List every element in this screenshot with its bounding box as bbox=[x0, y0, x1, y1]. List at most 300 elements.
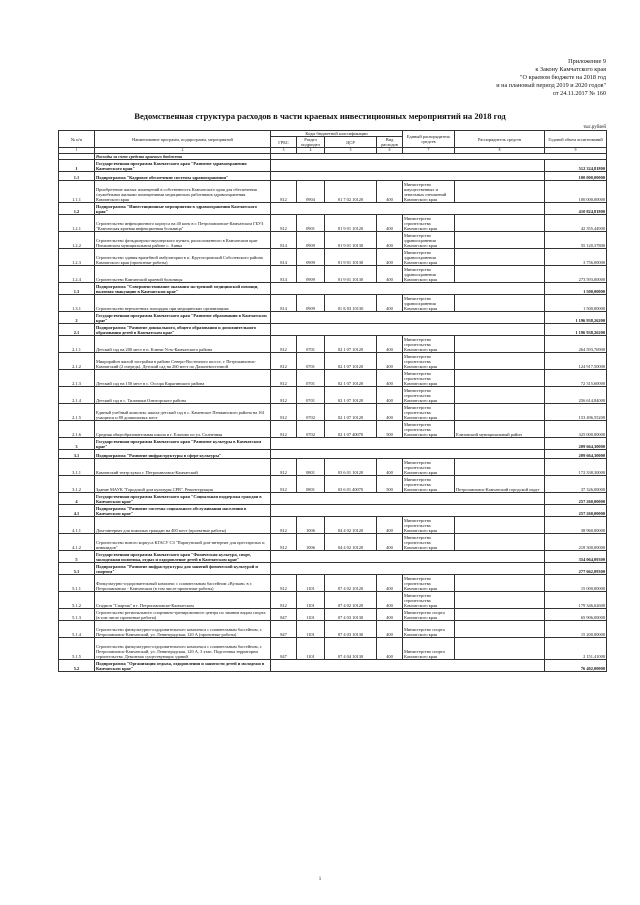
item-name: Здание МАУК "Городской дом культуры СРВ". Реконструкция bbox=[95, 476, 271, 493]
grbs-code: 812 bbox=[271, 370, 297, 387]
row-number: 4.1 bbox=[59, 505, 95, 517]
item-name: Строительство Камчатской краевой больницы bbox=[95, 266, 271, 283]
header-razdel: Раздел подраздел bbox=[297, 137, 325, 148]
section-code: 0701 bbox=[297, 353, 325, 370]
item-name: Детский сад на 200 мест в п. Ключи Усть-Камчатского района bbox=[95, 336, 271, 353]
grbs-code: 847 bbox=[271, 621, 297, 638]
section-code: 0702 bbox=[297, 421, 325, 438]
main-manager: Министерство строительства Камчатского края bbox=[403, 336, 455, 353]
grbs-code: 847 bbox=[271, 609, 297, 621]
row-number: 1.2.2 bbox=[59, 232, 95, 249]
grbs-code: 812 bbox=[271, 336, 297, 353]
item-name: Детский сад в с. Тиличики Олюторского района bbox=[95, 387, 271, 404]
program-row bbox=[59, 493, 607, 505]
row-number: 2.1.1 bbox=[59, 336, 95, 353]
main-manager: Министерство здравоохранения Камчатского края bbox=[403, 249, 455, 266]
row-sum: 100 000,00000 bbox=[545, 172, 607, 181]
grbs-code: 814 bbox=[271, 232, 297, 249]
program-name: Государственная программа Камчатского края "Развитие культуры в Камчатском крае" bbox=[95, 438, 271, 450]
grbs-code: 812 bbox=[271, 534, 297, 551]
grbs-code: 812 bbox=[271, 459, 297, 476]
item-name: Строительство физкультурно-оздоровительного комплекса с плавательным бассейном, г. Петропавловск-Камчатский, ул. Ленинградская, 120 А (проектные работы) bbox=[95, 621, 271, 638]
row-sum: 325 000,00000 bbox=[545, 421, 607, 438]
appendix-line: от 24.11.2017 № 160 bbox=[552, 90, 606, 97]
funds-manager bbox=[455, 336, 545, 353]
section-code: 1101 bbox=[297, 592, 325, 609]
row-number: 5.1.2 bbox=[59, 592, 95, 609]
empty-cell bbox=[271, 438, 545, 450]
row-sum: 42 355,44900 bbox=[545, 215, 607, 232]
row-number: 3 bbox=[59, 438, 95, 450]
item-name: Физкультурно-оздоровительный комплекс с плавательным бассейном «Вулкан» в г. Петропавловске - Камчатском (в том числе проектные работы) bbox=[95, 575, 271, 592]
funds-manager bbox=[455, 517, 545, 534]
appendix-line: "О краевом бюджете на 2018 год bbox=[520, 74, 606, 81]
empty-cell bbox=[271, 283, 545, 295]
csr-code: 03 6 01 10120 bbox=[325, 459, 377, 476]
expense-type-code: 400 bbox=[377, 232, 403, 249]
expense-type-code: 400 bbox=[377, 638, 403, 660]
grbs-code: 812 bbox=[271, 517, 297, 534]
table-row bbox=[59, 404, 607, 421]
column-index: 5 bbox=[325, 148, 377, 154]
expense-type-code: 400 bbox=[377, 621, 403, 638]
section-code: 1006 bbox=[297, 517, 325, 534]
header-name: Наименование программ, подпрограмм, мероприятий bbox=[95, 131, 271, 148]
section-code: 0909 bbox=[297, 266, 325, 283]
grbs-code: 812 bbox=[271, 404, 297, 421]
table-row bbox=[59, 266, 607, 283]
program-name: Подпрограмма "Развитие инфраструктуры в сфере культуры" bbox=[95, 450, 271, 459]
row-sum: 218 300,00000 bbox=[545, 534, 607, 551]
expense-type-code: 400 bbox=[377, 387, 403, 404]
csr-code: 07 4 03 10130 bbox=[325, 609, 377, 621]
expense-type-code: 400 bbox=[377, 336, 403, 353]
table-row bbox=[59, 517, 607, 534]
row-sum: 124 917,50000 bbox=[545, 353, 607, 370]
csr-code: 03 6 01 40070 bbox=[325, 476, 377, 493]
column-index: 2 bbox=[95, 148, 271, 154]
program-name: Подпрограмма "Инвестиционные мероприятия в здравоохранении Камчатского края" bbox=[95, 203, 271, 215]
funds-manager: Петропавловск-Камчатский городской округ bbox=[455, 476, 545, 493]
section-title: Расходы за счет средств краевого бюджета bbox=[95, 154, 271, 160]
empty-cell bbox=[271, 505, 545, 517]
expense-type-code: 500 bbox=[377, 476, 403, 493]
csr-code: 02 1 07 40070 bbox=[325, 421, 377, 438]
main-manager: Министерство строительства Камчатского края bbox=[403, 517, 455, 534]
row-sum: 209 664,30000 bbox=[545, 438, 607, 450]
section-code: 0701 bbox=[297, 370, 325, 387]
header-raspor: Распорядитель средств bbox=[455, 131, 545, 148]
row-sum: 512 324,81800 bbox=[545, 160, 607, 172]
column-index: 6 bbox=[377, 148, 403, 154]
section-code: 1101 bbox=[297, 638, 325, 660]
main-manager: Министерство здравоохранения Камчатского края bbox=[403, 232, 455, 249]
row-sum: 1 500,00000 bbox=[545, 283, 607, 295]
appendix-block bbox=[346, 58, 606, 98]
table-row bbox=[59, 476, 607, 493]
table-row bbox=[59, 295, 607, 312]
header-edin: Единый распорядитель средств bbox=[403, 131, 455, 148]
main-manager: Министерство строительства Камчатского края bbox=[403, 215, 455, 232]
expense-type-code: 400 bbox=[377, 353, 403, 370]
main-manager: Министерство строительства Камчатского края bbox=[403, 387, 455, 404]
row-number: 1.2.4 bbox=[59, 266, 95, 283]
expenditure-table bbox=[58, 130, 607, 672]
expense-type-code: 400 bbox=[377, 295, 403, 312]
empty-cell bbox=[271, 493, 545, 505]
funds-manager bbox=[455, 534, 545, 551]
item-name: Средняя общеобразовательная школа в г. Елизово по ул. Солнечная bbox=[95, 421, 271, 438]
grbs-code: 812 bbox=[271, 592, 297, 609]
main-manager: Министерство строительства Камчатского края bbox=[403, 592, 455, 609]
header-codes: Коды бюджетной классификации bbox=[271, 131, 403, 137]
main-manager: Министерство строительства Камчатского края bbox=[403, 534, 455, 551]
row-number: 1.1.1 bbox=[59, 181, 95, 203]
section-code: 0702 bbox=[297, 404, 325, 421]
row-number: 1.2.1 bbox=[59, 215, 95, 232]
empty-cell bbox=[271, 563, 545, 575]
item-name: Единый учебный комплекс школа-детский сад в с. Каменское Пенжинского района на 161 учащихся и 80 дошкольных мест bbox=[95, 404, 271, 421]
table-row bbox=[59, 181, 607, 203]
appendix-line: Приложение 9 bbox=[568, 58, 606, 65]
table-row bbox=[59, 534, 607, 551]
item-name: Дом-интернат для пожилых граждан на 400 мест (проектные работы) bbox=[95, 517, 271, 534]
table-row bbox=[59, 387, 607, 404]
program-row bbox=[59, 312, 607, 324]
main-manager: Министерство имущественных и земельных отношений Камчатского края bbox=[403, 181, 455, 203]
item-name: Строительство нового корпуса КГАСУ СЗ "Паратунский дом-интернат для престарелых и инвалидов" bbox=[95, 534, 271, 551]
row-number: 1.2.3 bbox=[59, 249, 95, 266]
program-row bbox=[59, 283, 607, 295]
table-row bbox=[59, 459, 607, 476]
column-index: 3 bbox=[271, 148, 297, 154]
program-name: Подпрограмма "Развитие системы социального обслуживания населения в Камчатском крае" bbox=[95, 505, 271, 517]
funds-manager bbox=[455, 215, 545, 232]
program-name: Государственная программа Камчатского края "Социальная поддержка граждан в Камчатском крае" bbox=[95, 493, 271, 505]
empty-cell bbox=[271, 450, 545, 459]
row-number: 1.3 bbox=[59, 283, 95, 295]
row-sum: 264 593,76900 bbox=[545, 336, 607, 353]
row-sum: 256 614,84000 bbox=[545, 387, 607, 404]
funds-manager bbox=[455, 592, 545, 609]
empty-cell bbox=[271, 160, 545, 172]
row-number: 1.3.1 bbox=[59, 295, 95, 312]
funds-manager bbox=[455, 181, 545, 203]
program-row bbox=[59, 505, 607, 517]
row-number: 2.1.3 bbox=[59, 370, 95, 387]
header-grbs: ГРБС bbox=[271, 137, 297, 148]
csr-code: 02 1 07 10120 bbox=[325, 370, 377, 387]
expense-type-code: 400 bbox=[377, 517, 403, 534]
table-row bbox=[59, 336, 607, 353]
funds-manager bbox=[455, 249, 545, 266]
header-csr: ЦСР bbox=[325, 137, 377, 148]
row-number: 3.1 bbox=[59, 450, 95, 459]
program-name: Подпрограмма "Организация отдыха, оздоровления и занятости детей и молодежи в Камчатском крае" bbox=[95, 660, 271, 672]
csr-code: 01 9 01 10130 bbox=[325, 249, 377, 266]
section-code: 1101 bbox=[297, 621, 325, 638]
csr-code: 02 1 07 10120 bbox=[325, 353, 377, 370]
section-code: 0909 bbox=[297, 295, 325, 312]
row-sum: 410 824,81800 bbox=[545, 203, 607, 215]
section-code: 0901 bbox=[297, 215, 325, 232]
expense-type-code: 400 bbox=[377, 609, 403, 621]
section-code: 0909 bbox=[297, 232, 325, 249]
empty-cell bbox=[271, 660, 545, 672]
grbs-code: 812 bbox=[271, 387, 297, 404]
row-sum: 65 906,00000 bbox=[545, 609, 607, 621]
appendix-line: к Закону Камчатского края bbox=[535, 66, 606, 73]
table-row bbox=[59, 370, 607, 387]
grbs-code: 847 bbox=[271, 638, 297, 660]
table-row bbox=[59, 638, 607, 660]
main-manager: Министерство здравоохранения Камчатского края bbox=[403, 266, 455, 283]
funds-manager bbox=[455, 638, 545, 660]
section-code: 1101 bbox=[297, 609, 325, 621]
program-name: Государственная программа Камчатского края "Развитие образования в Камчатском крае" bbox=[95, 312, 271, 324]
column-index: 1 bbox=[59, 148, 95, 154]
section-code: 0801 bbox=[297, 459, 325, 476]
main-manager: Министерство спорта Камчатского края bbox=[403, 621, 455, 638]
expense-type-code: 400 bbox=[377, 181, 403, 203]
main-manager: Министерство строительства Камчатского края bbox=[403, 476, 455, 493]
row-number: 1.1 bbox=[59, 172, 95, 181]
csr-code: 01 Б 03 10130 bbox=[325, 295, 377, 312]
program-row bbox=[59, 203, 607, 215]
csr-code: 04 4 02 10120 bbox=[325, 534, 377, 551]
header-num: № п/п bbox=[59, 131, 95, 148]
header-vr: Вид расходов bbox=[377, 137, 403, 148]
main-manager: Министерство спорта Камчатского края bbox=[403, 609, 455, 621]
appendix-line: и на плановый период 2019 и 2020 годов" bbox=[496, 82, 606, 89]
item-name: Строительство вертолетных площадок при медицинских организациях bbox=[95, 295, 271, 312]
row-sum: 3 756,00000 bbox=[545, 249, 607, 266]
empty-cell bbox=[271, 203, 545, 215]
grbs-code: 812 bbox=[271, 476, 297, 493]
program-row bbox=[59, 160, 607, 172]
expense-type-code: 400 bbox=[377, 575, 403, 592]
program-row bbox=[59, 563, 607, 575]
table-body bbox=[59, 154, 607, 672]
table-row bbox=[59, 353, 607, 370]
csr-code: 01 9 01 10130 bbox=[325, 266, 377, 283]
row-sum: 1 500,00000 bbox=[545, 295, 607, 312]
item-name: Приобретение жилых помещений в собственность Камчатского края для обеспечения служебными жилыми помещениями медицинских работников здравоохранения Камчатского края bbox=[95, 181, 271, 203]
column-index: 4 bbox=[297, 148, 325, 154]
row-number: 5.1.3 bbox=[59, 609, 95, 621]
row-number: 2 bbox=[59, 312, 95, 324]
csr-code: 02 1 07 10120 bbox=[325, 404, 377, 421]
row-number: 2.1.2 bbox=[59, 353, 95, 370]
row-sum: 55 120,37800 bbox=[545, 232, 607, 249]
table-row bbox=[59, 592, 607, 609]
section-code: 1101 bbox=[297, 575, 325, 592]
row-sum: 2 151,41000 bbox=[545, 638, 607, 660]
row-sum: 15 200,00000 bbox=[545, 621, 607, 638]
row-number: 2.1 bbox=[59, 324, 95, 336]
page-number: 1 bbox=[318, 877, 322, 882]
program-row bbox=[59, 450, 607, 459]
csr-code: 02 1 07 10120 bbox=[325, 336, 377, 353]
section-code: 1006 bbox=[297, 534, 325, 551]
main-manager: Министерство здравоохранения Камчатского края bbox=[403, 295, 455, 312]
row-sum: 37 326,00000 bbox=[545, 476, 607, 493]
expense-type-code: 400 bbox=[377, 266, 403, 283]
row-sum: 38 960,00000 bbox=[545, 517, 607, 534]
expense-type-code: 400 bbox=[377, 534, 403, 551]
main-manager: Министерство строительства Камчатского края bbox=[403, 575, 455, 592]
table-row bbox=[59, 621, 607, 638]
section-code: 0701 bbox=[297, 336, 325, 353]
program-row bbox=[59, 551, 607, 563]
row-number: 4.1.1 bbox=[59, 517, 95, 534]
row-sum: 257 260,00000 bbox=[545, 493, 607, 505]
grbs-code: 814 bbox=[271, 295, 297, 312]
row-sum: 179 346,62600 bbox=[545, 592, 607, 609]
row-sum: 257 260,00000 bbox=[545, 505, 607, 517]
empty-cell bbox=[271, 324, 545, 336]
csr-code: 02 1 07 10120 bbox=[325, 387, 377, 404]
program-name: Подпрограмма "Кадровое обеспечение системы здравоохранения" bbox=[95, 172, 271, 181]
program-row bbox=[59, 172, 607, 181]
item-name: Детский сад на 150 мест в с. Оссора Карагинского района bbox=[95, 370, 271, 387]
header-sum: Годовой объем ассигнований bbox=[545, 131, 607, 148]
program-name: Подпрограмма "Развитие дошкольного, общего образования и дополнительного образования детей в Камчатском крае" bbox=[95, 324, 271, 336]
item-name: Строительство фельдшерско-акушерского пункта, расположенного в Камчатском крае Пенжинском муниципальном районе с. Аянка bbox=[95, 232, 271, 249]
main-manager: Министерство строительства Камчатского края bbox=[403, 421, 455, 438]
csr-code: 01 9 01 10130 bbox=[325, 232, 377, 249]
csr-code: 07 4 04 10130 bbox=[325, 638, 377, 660]
funds-manager bbox=[455, 621, 545, 638]
table-row bbox=[59, 232, 607, 249]
row-number: 3.1.2 bbox=[59, 476, 95, 493]
expense-type-code: 500 bbox=[377, 421, 403, 438]
row-number: 5.2 bbox=[59, 660, 95, 672]
row-sum: 100 000,00000 bbox=[545, 181, 607, 203]
row-number: 2.1.5 bbox=[59, 404, 95, 421]
main-manager: Министерство спорта Камчатского края bbox=[403, 638, 455, 660]
item-name: Стадион "Спартак" в г. Петропавловске-Камчатском bbox=[95, 592, 271, 609]
funds-manager bbox=[455, 295, 545, 312]
program-name: Подпрограмма "Совершенствование оказания экстренной медицинской помощи, включая эвакуацию в Камчатском крае" bbox=[95, 283, 271, 295]
row-number: 2.1.6 bbox=[59, 421, 95, 438]
row-number: 5 bbox=[59, 551, 95, 563]
row-number: 5.1 bbox=[59, 563, 95, 575]
funds-manager bbox=[455, 609, 545, 621]
grbs-code: 812 bbox=[271, 421, 297, 438]
row-number: 4.1.2 bbox=[59, 534, 95, 551]
table-row bbox=[59, 215, 607, 232]
program-name: Государственная программа Камчатского края "Развитие здравоохранения Камчатского края" bbox=[95, 160, 271, 172]
csr-code: 07 4 02 10120 bbox=[325, 592, 377, 609]
table-row bbox=[59, 249, 607, 266]
row-number: 4 bbox=[59, 493, 95, 505]
item-name: Строительство здания врачебной амбулатории в п. Крутогоровский Соболевского района Камчатского края (проектные работы) bbox=[95, 249, 271, 266]
csr-code: 04 4 02 10120 bbox=[325, 517, 377, 534]
item-name: Строительство физкультурно-оздоровительного комплекса с плавательным бассейном, г. Петропавловск-Камчатский, ул. Ленинградская, 120 А, 3 этап. Подготовка территории строительства. Демонтаж существующих зданий bbox=[95, 638, 271, 660]
section-code: 0801 bbox=[297, 476, 325, 493]
row-sum: 277 662,09300 bbox=[545, 563, 607, 575]
item-name: Микрорайон жилой застройки в районе Северо-Восточного шоссе, г. Петропавловск-Камчатский (2 очередь). Детский сад на 260 мест по Дальневосточной bbox=[95, 353, 271, 370]
grbs-code: 812 bbox=[271, 353, 297, 370]
main-manager: Министерство строительства Камчатского края bbox=[403, 353, 455, 370]
empty-cell bbox=[271, 172, 545, 181]
section-code: 0904 bbox=[297, 181, 325, 203]
row-sum: 15 000,00000 bbox=[545, 575, 607, 592]
empty-cell bbox=[271, 312, 545, 324]
funds-manager bbox=[455, 232, 545, 249]
row-sum: 172 338,30000 bbox=[545, 459, 607, 476]
table-row bbox=[59, 609, 607, 621]
row-sum: 76 402,00000 bbox=[545, 660, 607, 672]
row-number: 3.1.1 bbox=[59, 459, 95, 476]
row-sum: 72 315,60000 bbox=[545, 370, 607, 387]
main-manager: Министерство строительства Камчатского края bbox=[403, 370, 455, 387]
funds-manager bbox=[455, 370, 545, 387]
csr-code: 01 9 01 10120 bbox=[325, 215, 377, 232]
grbs-code: 812 bbox=[271, 181, 297, 203]
row-number: 1 bbox=[59, 160, 95, 172]
table-row bbox=[59, 421, 607, 438]
program-row bbox=[59, 324, 607, 336]
grbs-code: 812 bbox=[271, 575, 297, 592]
column-index: 9 bbox=[545, 148, 607, 154]
row-number: 5.1.4 bbox=[59, 621, 95, 638]
item-name: Строительство инфекционного корпуса на 40 коек в г. Петропавловске-Камчатском ГБУЗ "Камчатская краевая инфекционная больница" bbox=[95, 215, 271, 232]
expense-type-code: 400 bbox=[377, 459, 403, 476]
grbs-code: 812 bbox=[271, 215, 297, 232]
row-number: 5.1.5 bbox=[59, 638, 95, 660]
table-row bbox=[59, 575, 607, 592]
csr-code: 01 7 02 10120 bbox=[325, 181, 377, 203]
program-row bbox=[59, 660, 607, 672]
expense-type-code: 400 bbox=[377, 249, 403, 266]
expense-type-code: 400 bbox=[377, 404, 403, 421]
section-code: 0909 bbox=[297, 249, 325, 266]
row-sum: 1 196 938,26200 bbox=[545, 312, 607, 324]
document-title: Ведомственная структура расходов в части краевых инвестиционных мероприятий на 2018 год bbox=[134, 111, 506, 121]
csr-code: 07 4 02 10120 bbox=[325, 575, 377, 592]
grbs-code: 814 bbox=[271, 266, 297, 283]
funds-manager bbox=[455, 353, 545, 370]
expense-type-code: 400 bbox=[377, 592, 403, 609]
column-index: 8 bbox=[455, 148, 545, 154]
row-sum: 153 496,55200 bbox=[545, 404, 607, 421]
funds-manager bbox=[455, 404, 545, 421]
item-name: Камчатский театр кукол г. Петропавловск-Камчатский bbox=[95, 459, 271, 476]
csr-code: 07 4 03 10130 bbox=[325, 621, 377, 638]
row-number: 5.1.1 bbox=[59, 575, 95, 592]
main-manager: Министерство строительства Камчатского края bbox=[403, 404, 455, 421]
grbs-code: 814 bbox=[271, 249, 297, 266]
row-number: 1.2 bbox=[59, 203, 95, 215]
funds-manager bbox=[455, 266, 545, 283]
program-name: Подпрограмма "Развитие инфраструктуры для занятий физической культурой и спортом" bbox=[95, 563, 271, 575]
program-row bbox=[59, 438, 607, 450]
funds-manager bbox=[455, 387, 545, 404]
empty-cell bbox=[271, 551, 545, 563]
row-sum: 354 064,09300 bbox=[545, 551, 607, 563]
expense-type-code: 400 bbox=[377, 215, 403, 232]
row-number: 2.1.4 bbox=[59, 387, 95, 404]
main-manager: Министерство строительства Камчатского края bbox=[403, 459, 455, 476]
row-sum: 1 196 938,26200 bbox=[545, 324, 607, 336]
funds-manager bbox=[455, 575, 545, 592]
column-index: 7 bbox=[403, 148, 455, 154]
funds-manager: Елизовский муниципальный район bbox=[455, 421, 545, 438]
funds-manager bbox=[455, 459, 545, 476]
row-sum: 273 593,00000 bbox=[545, 266, 607, 283]
